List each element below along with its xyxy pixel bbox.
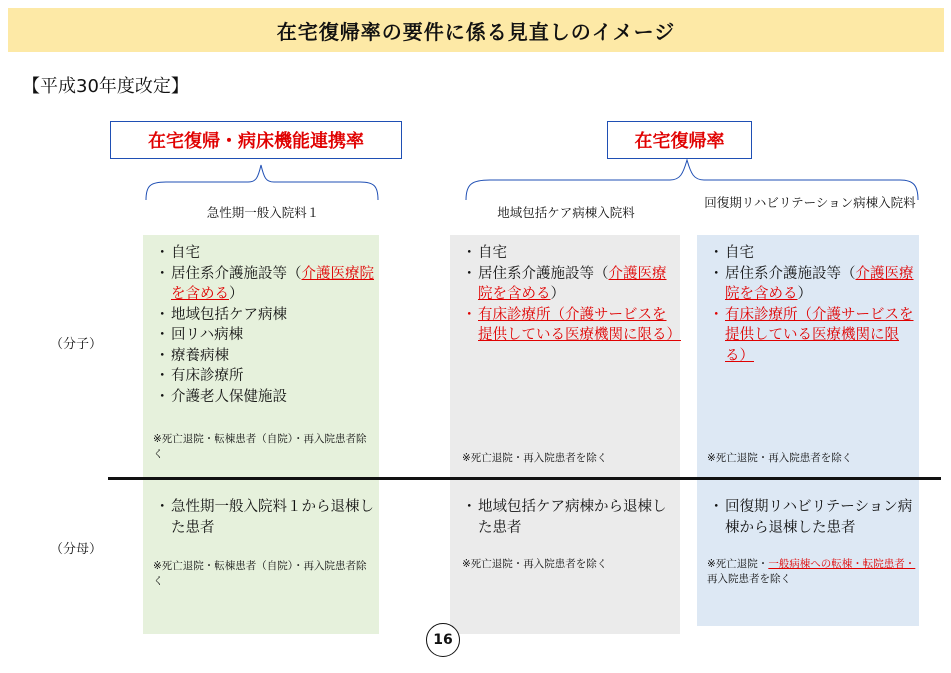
bullet: ・ <box>709 499 724 515</box>
text-run: 回リハ病棟 <box>171 327 244 343</box>
list-item-text <box>171 366 377 387</box>
list-item <box>155 243 377 264</box>
bullet: ・ <box>462 306 477 323</box>
column-title-acute: 急性期一般入院料１ <box>206 205 320 220</box>
list-item <box>155 497 377 538</box>
denominator-list-community-care <box>462 497 676 538</box>
text-run: 居住系介護施設等（ <box>171 265 302 282</box>
revision-label: 【平成30年度改定】 <box>22 76 189 97</box>
text-run: 有床診療所（介護サービスを提供している医療機関に限る） <box>478 306 681 343</box>
bullet: ・ <box>155 327 170 343</box>
list-item-text <box>725 264 915 305</box>
bullet: ・ <box>462 265 477 282</box>
heading-home-return-rate: 在宅復帰率 <box>607 121 752 159</box>
bullet: ・ <box>462 245 477 261</box>
text-run: ※死亡退院・転棟患者（自院）・再入院患者除く <box>153 560 367 587</box>
slide-title: 在宅復帰率の要件に係る見直しのイメージ <box>8 8 944 52</box>
list-item-text <box>478 497 676 538</box>
numerator-list-rehabilitation <box>709 243 915 366</box>
bullet: ・ <box>155 388 170 405</box>
bullet: ・ <box>709 245 724 261</box>
list-item-text <box>478 264 676 305</box>
text-run: ） <box>550 286 565 302</box>
bullet: ・ <box>155 245 170 261</box>
text-run: ） <box>229 286 244 302</box>
bullet: ・ <box>155 265 170 282</box>
list-item-text <box>171 497 377 538</box>
list-item <box>155 387 377 408</box>
bullet: ・ <box>709 265 724 282</box>
text-run: 有床診療所 <box>171 368 244 384</box>
bullet: ・ <box>155 368 170 384</box>
text-run: 回復期リハビリテーション病棟から退棟した患者 <box>725 499 913 536</box>
text-run: 介護医療院を含める <box>478 265 667 302</box>
bullet: ・ <box>155 306 170 323</box>
text-run: 自宅 <box>478 245 507 261</box>
numerator-denominator-divider <box>108 477 941 480</box>
list-item <box>155 366 377 387</box>
text-run: 有床診療所（介護サービスを提供している医療機関に限る） <box>725 306 914 364</box>
text-run: 介護老人保健施設 <box>171 388 287 405</box>
denominator-list-acute <box>155 497 377 538</box>
text-run: ） <box>797 286 812 302</box>
text-run: 地域包括ケア病棟 <box>171 306 287 323</box>
list-item-text <box>478 243 676 264</box>
list-item-text <box>171 346 377 367</box>
list-item <box>462 264 676 305</box>
text-run: 自宅 <box>171 245 200 261</box>
denominator-note-community-care <box>462 557 676 572</box>
list-item <box>155 264 377 305</box>
page-number: 16 <box>426 623 460 657</box>
bullet: ・ <box>155 499 170 515</box>
text-run: 一般病棟への転棟・転院患者・ <box>768 558 916 570</box>
list-item <box>709 497 915 538</box>
numerator-note-rehabilitation: ※死亡退院・再入院患者を除く <box>707 452 853 464</box>
numerator-list-acute <box>155 243 377 407</box>
text-run: ※死亡退院・ <box>707 558 769 570</box>
row-label-numerator: （分子） <box>50 337 103 352</box>
bullet: ・ <box>155 347 170 364</box>
denominator-note-acute <box>153 559 377 589</box>
list-item-text <box>171 387 377 408</box>
numerator-note-acute: ※死亡退院・転棟患者（自院）・再入院患者除く <box>153 433 367 460</box>
list-item <box>462 243 676 264</box>
list-item <box>155 346 377 367</box>
numerator-list-community-care <box>462 243 681 346</box>
text-run: 療養病棟 <box>171 347 229 364</box>
list-item-text <box>725 497 915 538</box>
text-run: 介護医療院を含める <box>725 265 914 302</box>
list-item-text <box>171 243 377 264</box>
bullet: ・ <box>709 306 724 323</box>
text-run: 介護医療院を含める <box>171 265 374 302</box>
row-label-denominator: （分母） <box>50 542 103 557</box>
text-run: 再入院患者を除く <box>707 573 791 585</box>
heading-home-return-bed-coordination-rate: 在宅復帰・病床機能連携率 <box>110 121 402 159</box>
text-run: 自宅 <box>725 245 754 261</box>
column-title-rehabilitation: 回復期リハビリテーション病棟入院料 <box>704 195 916 210</box>
text-run: 居住系介護施設等（ <box>725 265 856 282</box>
list-item <box>709 243 915 264</box>
list-item-text <box>171 325 377 346</box>
list-item-text <box>725 305 915 367</box>
list-item <box>462 305 681 346</box>
list-item <box>462 497 676 538</box>
denominator-note-rehabilitation <box>707 557 917 587</box>
text-run: 地域包括ケア病棟から退棟した患者 <box>478 499 667 536</box>
denominator-list-rehabilitation <box>709 497 915 538</box>
list-item-text <box>478 305 681 346</box>
list-item <box>709 264 915 305</box>
text-run: 居住系介護施設等（ <box>478 265 609 282</box>
bullet: ・ <box>462 499 477 515</box>
list-item <box>155 305 377 326</box>
list-item-text <box>171 305 377 326</box>
brace-left <box>146 165 378 200</box>
list-item-text <box>171 264 377 305</box>
list-item <box>155 325 377 346</box>
text-run: 急性期一般入院料１から退棟した患者 <box>171 499 374 536</box>
numerator-note-community-care: ※死亡退院・再入院患者を除く <box>462 452 608 464</box>
list-item-text <box>725 243 915 264</box>
list-item <box>709 305 915 367</box>
text-run: ※死亡退院・再入院患者を除く <box>462 558 608 570</box>
column-title-community-care: 地域包括ケア病棟入院料 <box>497 205 635 220</box>
